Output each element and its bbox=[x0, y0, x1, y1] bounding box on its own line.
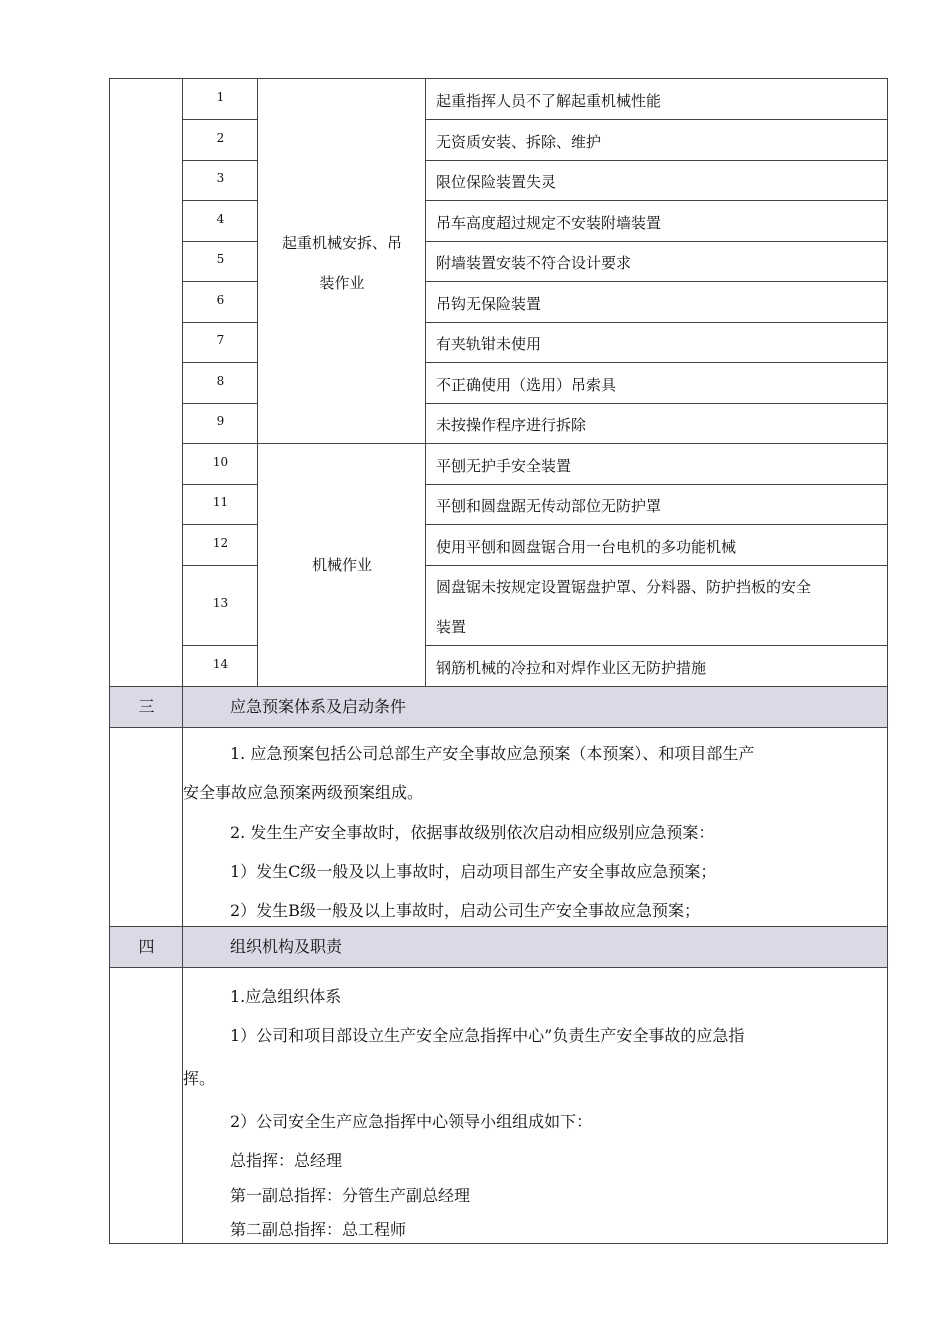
paragraph: 1. 应急预案包括公司总部生产安全事故应急预案（本预案）、和项目部生产 bbox=[230, 744, 755, 763]
paragraph: 2）发生B级一般及以上事故时，启动公司生产安全事故应急预案； bbox=[230, 901, 700, 920]
row-number: 9 bbox=[216, 414, 225, 428]
row-number: 3 bbox=[216, 171, 225, 185]
row-number: 14 bbox=[212, 657, 229, 671]
paragraph: 挥。 bbox=[183, 1069, 216, 1088]
paragraph: 第二副总指挥：总工程师 bbox=[230, 1220, 407, 1239]
section-number: 四 bbox=[138, 937, 155, 956]
section-header bbox=[110, 927, 887, 967]
row-number: 8 bbox=[216, 374, 225, 388]
row-number: 13 bbox=[212, 596, 229, 610]
section-title: 应急预案体系及启动条件 bbox=[230, 697, 407, 716]
row-number: 7 bbox=[216, 333, 225, 347]
hazard-item: 平刨和圆盘踞无传动部位无防护罩 bbox=[436, 497, 662, 515]
hazard-item: 圆盘锯未按规定设置锯盘护罩、分料器、防护挡板的安全 bbox=[436, 578, 812, 596]
hazard-item: 吊钩无保险装置 bbox=[436, 295, 542, 313]
row-number: 4 bbox=[216, 212, 225, 226]
row-number: 12 bbox=[212, 536, 229, 550]
hazard-item: 附墙装置安装不符合设计要求 bbox=[436, 254, 632, 272]
paragraph: 总指挥：总经理 bbox=[230, 1151, 343, 1170]
row-number: 6 bbox=[216, 293, 225, 307]
hazard-item: 限位保险装置失灵 bbox=[436, 173, 557, 191]
hazard-item: 使用平刨和圆盘锯合用一台电机的多功能机械 bbox=[436, 538, 737, 556]
row-number: 10 bbox=[212, 455, 229, 469]
hazard-item: 无资质安装、拆除、维护 bbox=[436, 133, 602, 151]
paragraph: 1.应急组织体系 bbox=[230, 987, 342, 1006]
hazard-item: 未按操作程序进行拆除 bbox=[436, 416, 587, 434]
section-number: 三 bbox=[138, 697, 155, 716]
hazard-item: 钢筋机械的冷拉和对焊作业区无防护措施 bbox=[436, 659, 707, 677]
paragraph: 1）公司和项目部设立生产安全应急指挥中心”负责生产安全事故的应急指 bbox=[230, 1026, 745, 1045]
category-line: 起重机械安拆、吊 bbox=[281, 234, 402, 252]
paragraph: 2. 发生生产安全事故时，依据事故级别依次启动相应级别应急预案： bbox=[230, 823, 715, 842]
document-table bbox=[109, 78, 888, 1244]
hazard-category bbox=[258, 223, 426, 303]
hazard-item: 装置 bbox=[436, 618, 467, 636]
paragraph: 1）发生C级一般及以上事故时，启动项目部生产安全事故应急预案； bbox=[230, 862, 717, 881]
hazard-item: 起重指挥人员不了解起重机械性能 bbox=[436, 92, 662, 110]
row-number: 1 bbox=[216, 90, 225, 104]
row-divider bbox=[182, 281, 257, 282]
hazard-item: 平刨无护手安全装置 bbox=[436, 457, 572, 475]
row-number: 5 bbox=[216, 252, 225, 266]
category-line: 装作业 bbox=[319, 274, 365, 292]
hazard-category: 机械作业 bbox=[311, 556, 372, 574]
row-divider bbox=[110, 967, 887, 968]
row-divider bbox=[425, 281, 887, 282]
hazard-item: 有夹轨钳未使用 bbox=[436, 335, 542, 353]
paragraph: 2）公司安全生产应急指挥中心领导小组组成如下： bbox=[230, 1112, 593, 1131]
section-header bbox=[110, 687, 887, 727]
paragraph: 安全事故应急预案两级预案组成。 bbox=[183, 783, 424, 802]
section-title: 组织机构及职责 bbox=[230, 937, 343, 956]
table-border bbox=[182, 687, 183, 1244]
row-number: 11 bbox=[212, 495, 229, 509]
row-divider bbox=[110, 727, 887, 728]
paragraph: 第一副总指挥：分管生产副总经理 bbox=[230, 1186, 471, 1205]
table-border bbox=[425, 79, 426, 686]
row-number: 2 bbox=[216, 131, 225, 145]
hazard-item: 不正确使用（选用）吊索具 bbox=[436, 376, 617, 394]
hazard-item: 吊车高度超过规定不安装附墙装置 bbox=[436, 214, 662, 232]
